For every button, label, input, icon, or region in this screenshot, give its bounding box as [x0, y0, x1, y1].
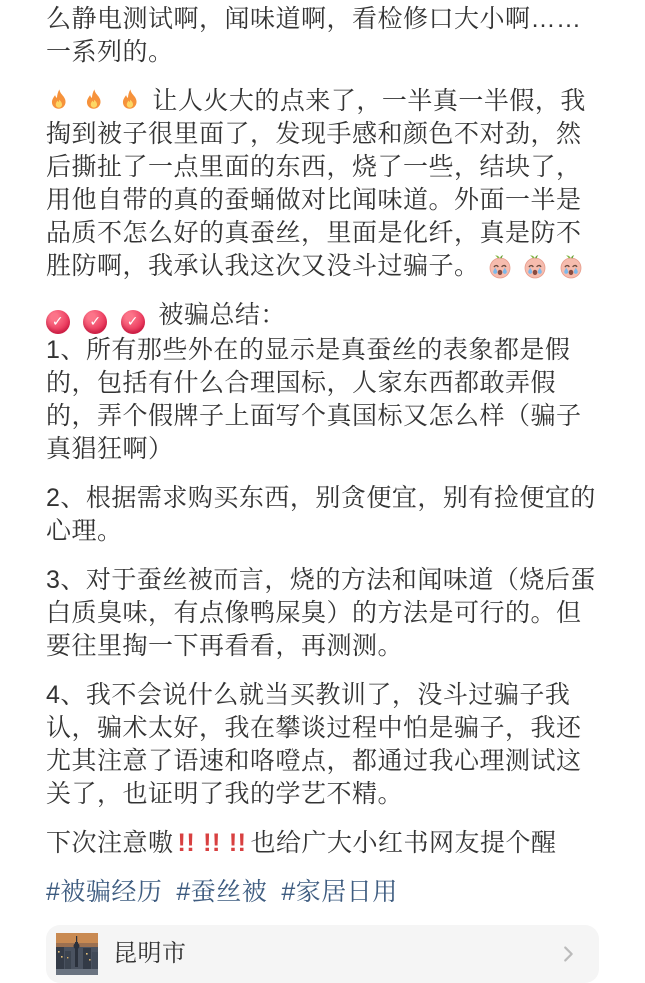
summary-item-3: [46, 564, 599, 663]
location-thumbnail: [56, 933, 98, 975]
paragraph-intro-text: 么静电测试啊，闻味道啊，看检修口大小啊……一系列的。: [46, 5, 582, 66]
summary-item-1: [46, 334, 599, 466]
fire-icon: [117, 88, 143, 114]
hashtag-link-silk-quilt[interactable]: #蚕丝被: [176, 877, 268, 906]
location-label: 昆明市: [113, 940, 187, 967]
hashtag-link-home-goods[interactable]: #家居日用: [281, 877, 398, 906]
fire-icon: [46, 88, 72, 114]
summary-title-text: 被骗总结：: [158, 301, 286, 329]
reminder-prefix-text: 下次注意嗷: [46, 828, 174, 857]
city-photo-thumbnail: [56, 933, 98, 975]
double-exclamation-icon: !!: [177, 828, 196, 857]
fire-icon: [81, 88, 107, 114]
location-card[interactable]: [46, 925, 599, 983]
summary-item-2: [46, 482, 599, 548]
summary-item-4-text: 4、我不会说什么就当买教训了，没斗过骗子我认，骗术太好，我在攀谈过程中怕是骗子，我还尤其注意了语速和咯噔点，都通过我心理测试这关了，也证明了我的学艺不精。: [46, 680, 582, 808]
hashtag-row: [46, 876, 599, 909]
paragraph-intro: [46, 3, 599, 69]
summary-item-1-text: 1、所有那些外在的显示是真蚕丝的表象都是假的，包括有什么合理国标，人家东西都敢弄假的，弄个假牌子上面写个真国标又怎么样（骗子真猖狂啊）: [46, 335, 582, 463]
summary-item-4: [46, 679, 599, 811]
paragraph-scam-details: [46, 85, 599, 283]
crying-face-icon: [487, 253, 513, 279]
chevron-right-icon: [557, 943, 579, 965]
summary-heading: [46, 299, 599, 334]
crying-face-icon: [522, 253, 548, 279]
summary-item-3-text: 3、对于蚕丝被而言，烧的方法和闻味道（烧后蛋白质臭味，有点像鸭屎臭）的方法是可行的。但要往里掏一下再看看，再测测。: [46, 565, 596, 660]
reminder-suffix-text: 也给广大小红书网友提个醒: [250, 828, 557, 857]
reminder-line: [46, 827, 599, 860]
check-glyph: ✓: [89, 313, 102, 329]
red-check-icon: [83, 310, 107, 334]
paragraph-scam-details-text: 让人火大的点来了，一半真一半假，我掏到被子很里面了，发现手感和颜色不对劲，然后撕扯了一点里面的东西，烧了一些，结块了，用他自带的真的蚕蛹做对比闻味道。外面一半是品质不怎么好的真蚕丝，里面是化纤，真是防不胜防啊，我承认我这次又没斗过骗子。: [46, 87, 586, 280]
double-exclamation-icon: !!: [203, 828, 221, 857]
red-check-icon: [121, 310, 145, 334]
summary-item-2-text: 2、根据需求购买东西，别贪便宜，别有捡便宜的心理。: [46, 483, 596, 545]
red-check-icon: [46, 310, 70, 334]
check-glyph: ✓: [51, 313, 65, 329]
hashtag-link-scam-experience[interactable]: #被骗经历: [46, 877, 163, 906]
check-glyph: ✓: [126, 313, 140, 329]
crying-face-icon: [558, 253, 584, 279]
double-exclamation-icon: !!: [228, 828, 247, 857]
